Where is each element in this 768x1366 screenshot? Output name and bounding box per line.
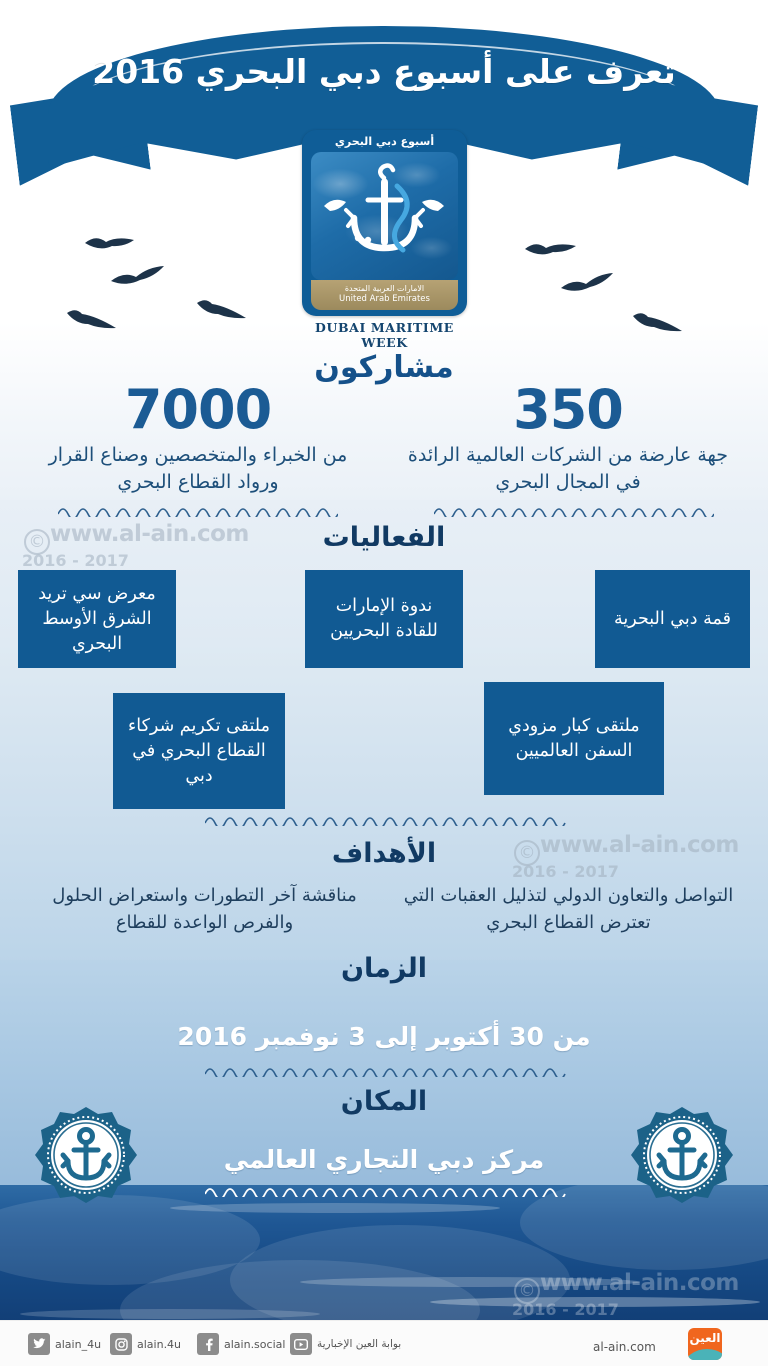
stat-participants <box>28 378 368 496</box>
watermark-years: 2016 - 2017 <box>22 551 129 570</box>
twitter-icon <box>28 1333 50 1355</box>
wavy-divider <box>58 503 338 517</box>
social-link-facebook[interactable] <box>197 1333 285 1355</box>
social-label: alain.social <box>224 1337 286 1351</box>
wavy-divider <box>205 812 567 826</box>
anchor-calligraphy-icon <box>302 160 467 265</box>
al-ain-logo-text: العين <box>689 1331 721 1345</box>
stat-exhibitors <box>398 378 738 496</box>
social-label: alain.4u <box>137 1337 182 1351</box>
social-link-instagram[interactable] <box>110 1333 181 1355</box>
page-title: تعرف على أسبوع دبي البحري 2016 <box>92 52 676 91</box>
wavy-divider <box>205 1183 567 1197</box>
footer-domain[interactable]: al-ain.com <box>593 1340 656 1354</box>
anchor-badge-right <box>628 1105 736 1213</box>
events-heading: الفعاليات <box>322 522 446 553</box>
seagull-icon <box>560 272 616 297</box>
social-label: alain_4u <box>55 1337 102 1351</box>
copyright-icon: © <box>514 1278 540 1304</box>
event-dates: من 30 أكتوبر إلى 3 نوفمبر 2016 <box>177 1022 591 1051</box>
event-box-maritime-summit[interactable]: قمة دبي البحرية <box>595 570 750 668</box>
social-link-youtube[interactable] <box>290 1333 401 1355</box>
stat-number: 7000 <box>124 378 272 441</box>
participants-heading: مشاركون <box>314 350 454 385</box>
logo-country-arabic: الامارات العربية المتحدة <box>344 284 425 293</box>
wavy-divider <box>434 503 714 517</box>
watermark-url: www.al-ain.com <box>540 832 739 858</box>
anchor-badge-left <box>32 1105 140 1213</box>
event-venue: مركز دبي التجاري العالمي <box>223 1145 545 1174</box>
seagull-icon <box>196 297 252 323</box>
goal-item: مناقشة آخر التطورات واستعراض الحلول والفرص الواعدة للقطاع <box>52 885 357 933</box>
stat-number: 350 <box>513 378 623 441</box>
event-box-uae-symposium[interactable]: ندوة الإمارات للقادة البحريين <box>305 570 463 668</box>
seagull-icon <box>632 310 688 336</box>
social-link-twitter[interactable] <box>28 1333 101 1355</box>
al-ain-logo[interactable] <box>688 1328 722 1360</box>
social-label: بوابة العين الإخبارية <box>317 1338 402 1350</box>
al-ain-logo-wave <box>688 1349 722 1360</box>
logo-country-english: United Arab Emirates <box>339 294 430 304</box>
time-heading: الزمان <box>340 953 428 984</box>
seagull-icon <box>84 233 144 259</box>
instagram-icon <box>110 1333 132 1355</box>
watermark-url: www.al-ain.com <box>540 1270 739 1296</box>
logo-card <box>302 130 467 316</box>
goals-heading: الأهداف <box>331 838 437 869</box>
watermark-url: www.al-ain.com <box>50 521 249 547</box>
stat-description: جهة عارضة من الشركات العالمية الرائدة في المجال البحري <box>407 444 729 493</box>
dubai-maritime-week-logo <box>302 130 467 350</box>
watermark-years: 2016 - 2017 <box>512 862 619 881</box>
logo-caption: DUBAI MARITIME WEEK <box>315 320 454 350</box>
youtube-icon <box>290 1333 312 1355</box>
watermark-years: 2016 - 2017 <box>512 1300 619 1319</box>
event-box-partners-forum[interactable]: ملتقى تكريم شركاء القطاع البحري في دبي <box>113 693 285 809</box>
seagull-icon <box>524 239 582 265</box>
place-heading: المكان <box>340 1086 428 1117</box>
copyright-icon: © <box>514 840 540 866</box>
event-box-seatrade[interactable]: معرض سي تريد الشرق الأوسط البحري <box>18 570 176 668</box>
logo-country-band <box>311 280 458 310</box>
seagull-icon <box>66 307 122 333</box>
logo-arabic-title: أسبوع دبي البحري <box>334 135 435 148</box>
goal-item: التواصل والتعاون الدولي لتذليل العقبات التي تعترض القطاع البحري <box>403 885 734 933</box>
wavy-divider <box>205 1063 567 1077</box>
seagull-icon <box>110 265 168 289</box>
event-box-shipsuppliers-forum[interactable]: ملتقى كبار مزودي السفن العالميين <box>484 682 664 795</box>
copyright-icon: © <box>24 529 50 555</box>
facebook-icon <box>197 1333 219 1355</box>
stat-description: من الخبراء والمتخصصين وصناع القرار ورواد القطاع البحري <box>48 444 348 493</box>
